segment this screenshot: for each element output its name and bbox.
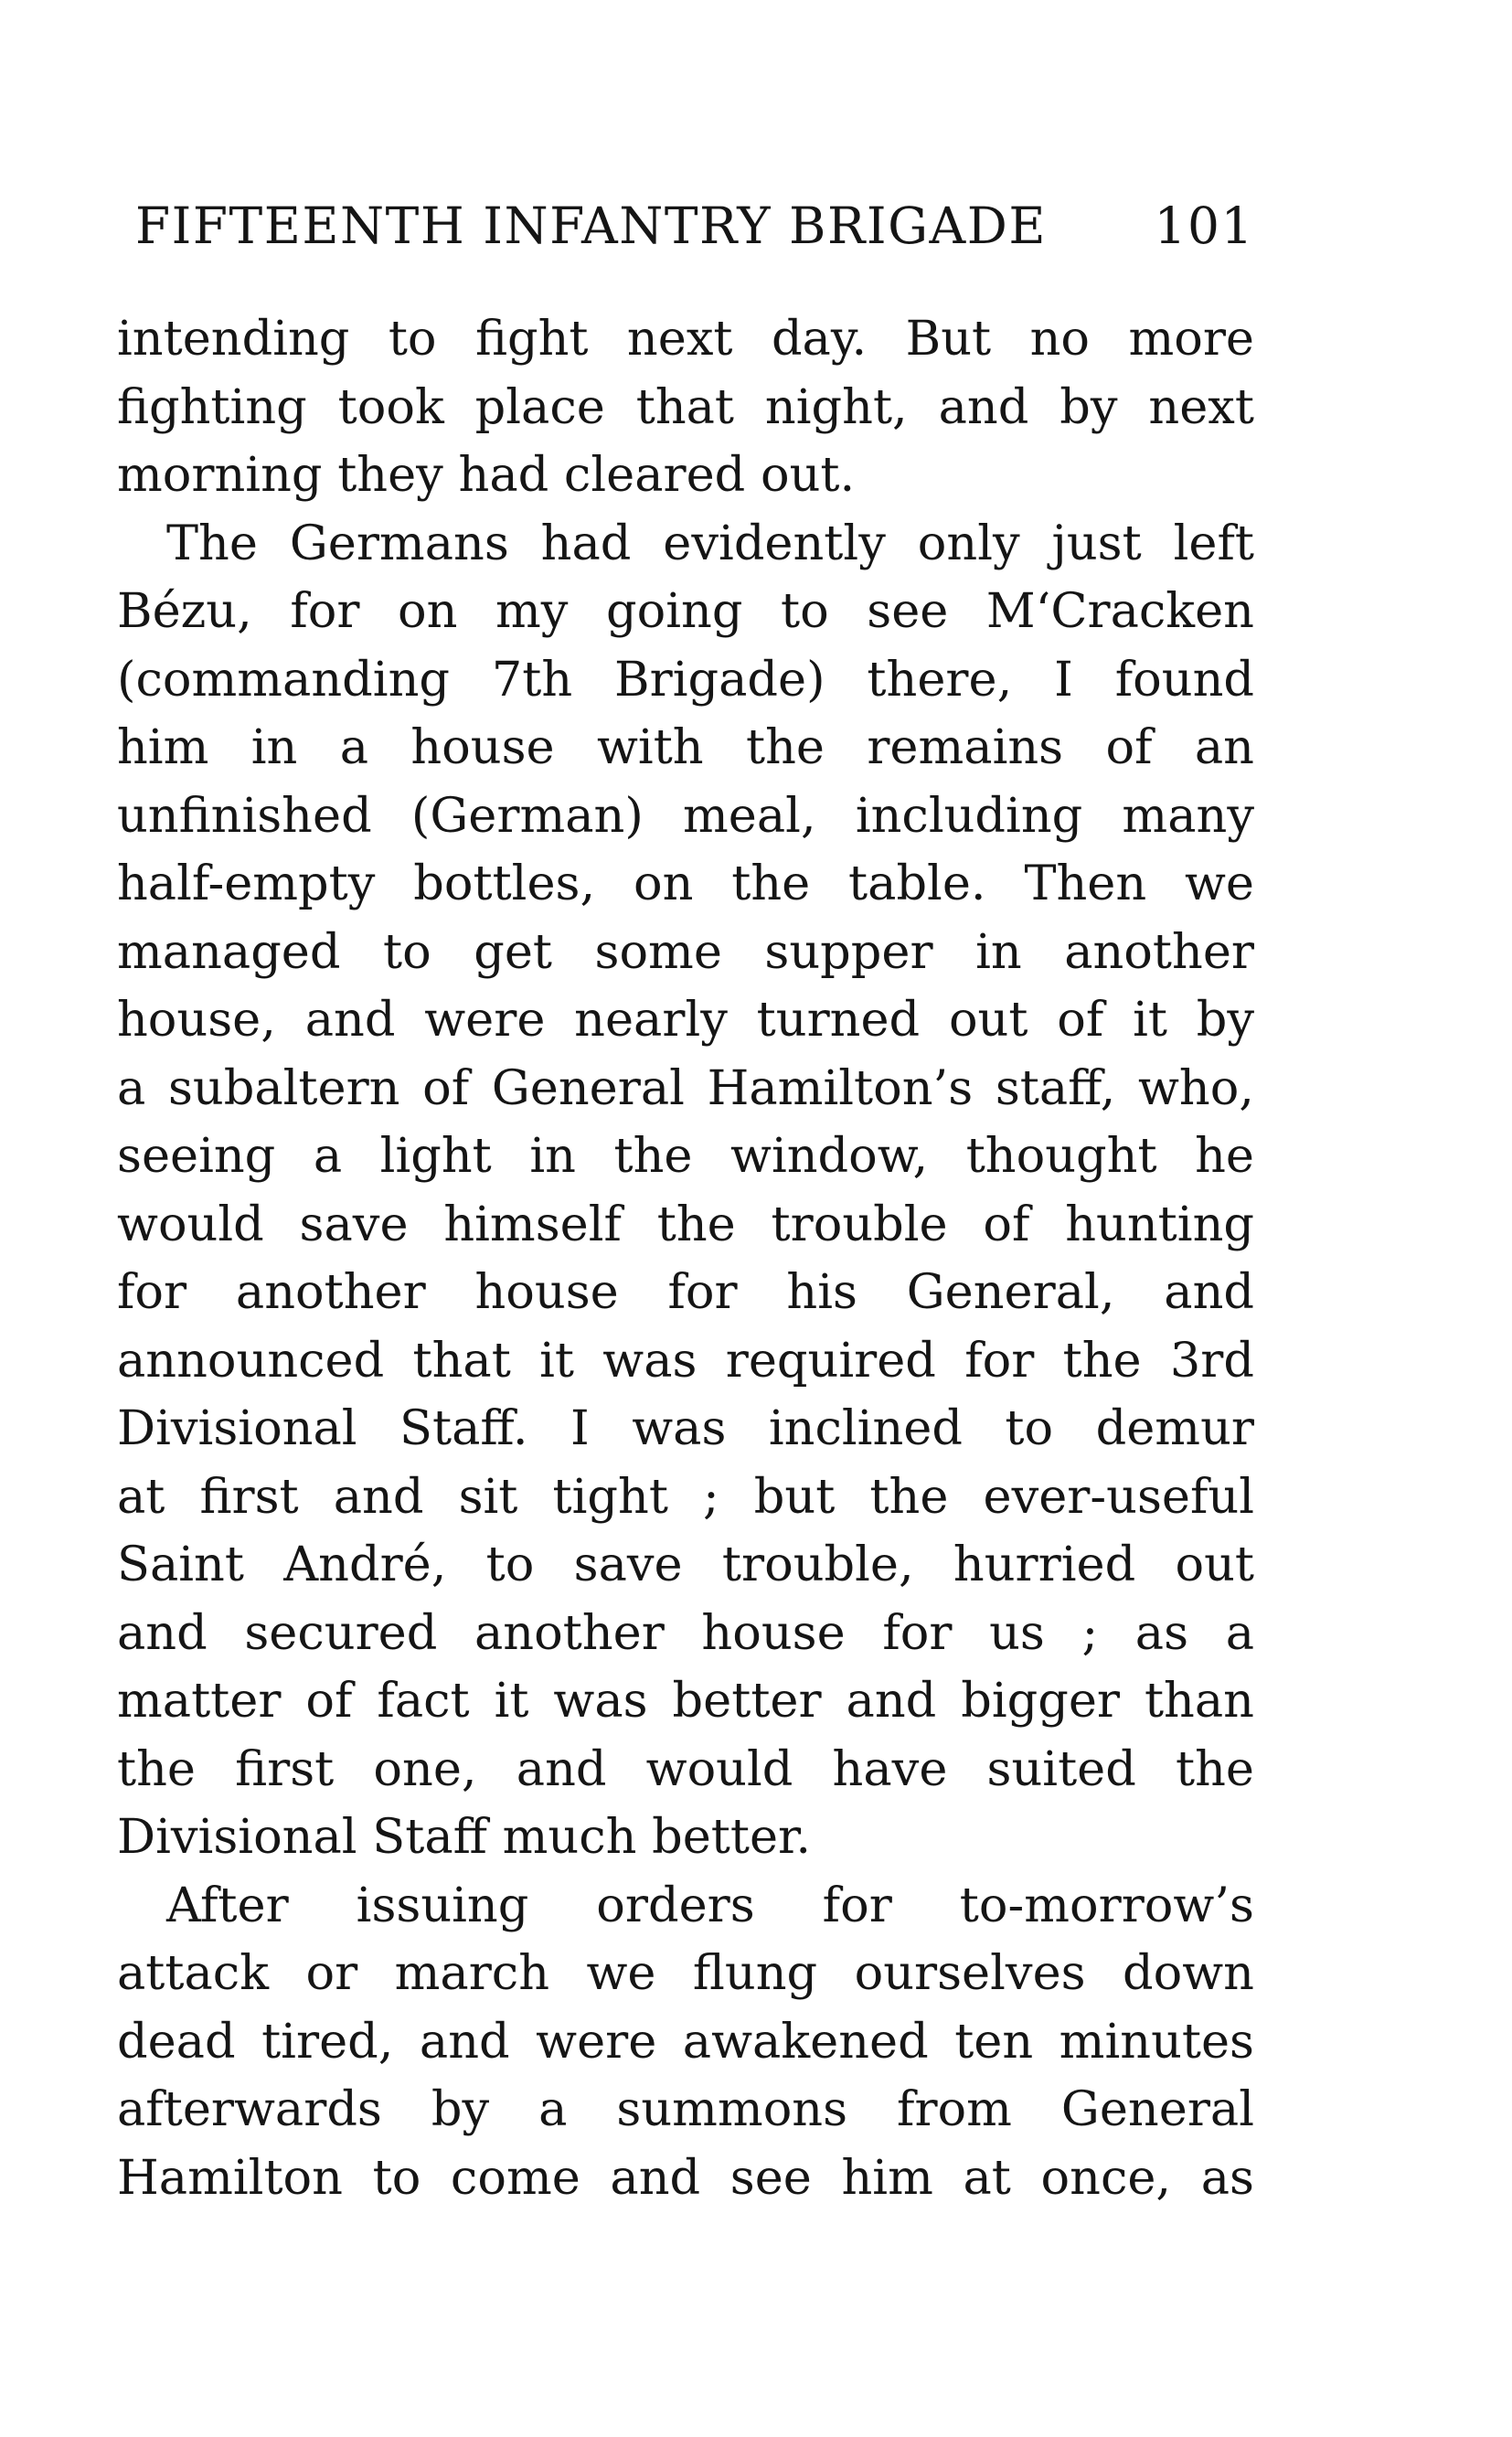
text-line: dead tired, and were awakened ten minutes bbox=[117, 2013, 1254, 2070]
text-line: morning they had cleared out. bbox=[117, 447, 856, 503]
text-line: After issuing orders for to-morrow’s bbox=[166, 1877, 1254, 1933]
text-line: seeing a light in the window, thought he bbox=[117, 1128, 1254, 1184]
text-line: Divisional Staff. I was inclined to demur bbox=[117, 1400, 1254, 1456]
text-line: half-empty bottles, on the table. Then we bbox=[117, 856, 1254, 911]
running-head bbox=[135, 194, 1254, 258]
page-number: 101 bbox=[1154, 197, 1254, 255]
running-title: FIFTEENTH INFANTRY BRIGADE bbox=[135, 197, 1048, 255]
text-line: Divisional Staff much better. bbox=[117, 1809, 812, 1865]
text-line: fighting took place that night, and by next bbox=[117, 378, 1254, 435]
text-line: house, and were nearly turned out of it by bbox=[117, 992, 1254, 1048]
text-line: Bézu, for on my going to see M‘Cracken bbox=[117, 583, 1254, 639]
text-line: attack or march we flung ourselves down bbox=[117, 1945, 1254, 2001]
text-line: Saint André, to save trouble, hurried out bbox=[117, 1537, 1254, 1592]
text-line: and secured another house for us ; as a bbox=[117, 1604, 1254, 1661]
text-line: would save himself the trouble of hunting bbox=[117, 1196, 1254, 1252]
text-line: the first one, and would have suited the bbox=[117, 1740, 1254, 1797]
text-line: matter of fact it was better and bigger than bbox=[117, 1673, 1254, 1729]
text-line: at first and sit tight ; but the ever-useful bbox=[117, 1468, 1254, 1525]
text-line: Hamilton to come and see him at once, as bbox=[117, 2149, 1254, 2206]
text-line: intending to fight next day. But no more bbox=[117, 311, 1254, 367]
text-line: him in a house with the remains of an bbox=[117, 719, 1254, 775]
text-line: for another house for his General, and bbox=[117, 1264, 1254, 1320]
text-line: managed to get some supper in another bbox=[117, 923, 1254, 980]
text-line: afterwards by a summons from General bbox=[117, 2081, 1254, 2137]
text-line: announced that it was required for the 3rd bbox=[117, 1332, 1254, 1389]
text-line: (commanding 7th Brigade) there, I found bbox=[117, 651, 1254, 708]
text-line: unfinished (German) meal, including many bbox=[117, 787, 1254, 844]
text-line: a subaltern of General Hamilton’s staff, who, bbox=[117, 1059, 1254, 1116]
body-text bbox=[117, 305, 1254, 2212]
text-line: The Germans had evidently only just left bbox=[166, 515, 1254, 571]
